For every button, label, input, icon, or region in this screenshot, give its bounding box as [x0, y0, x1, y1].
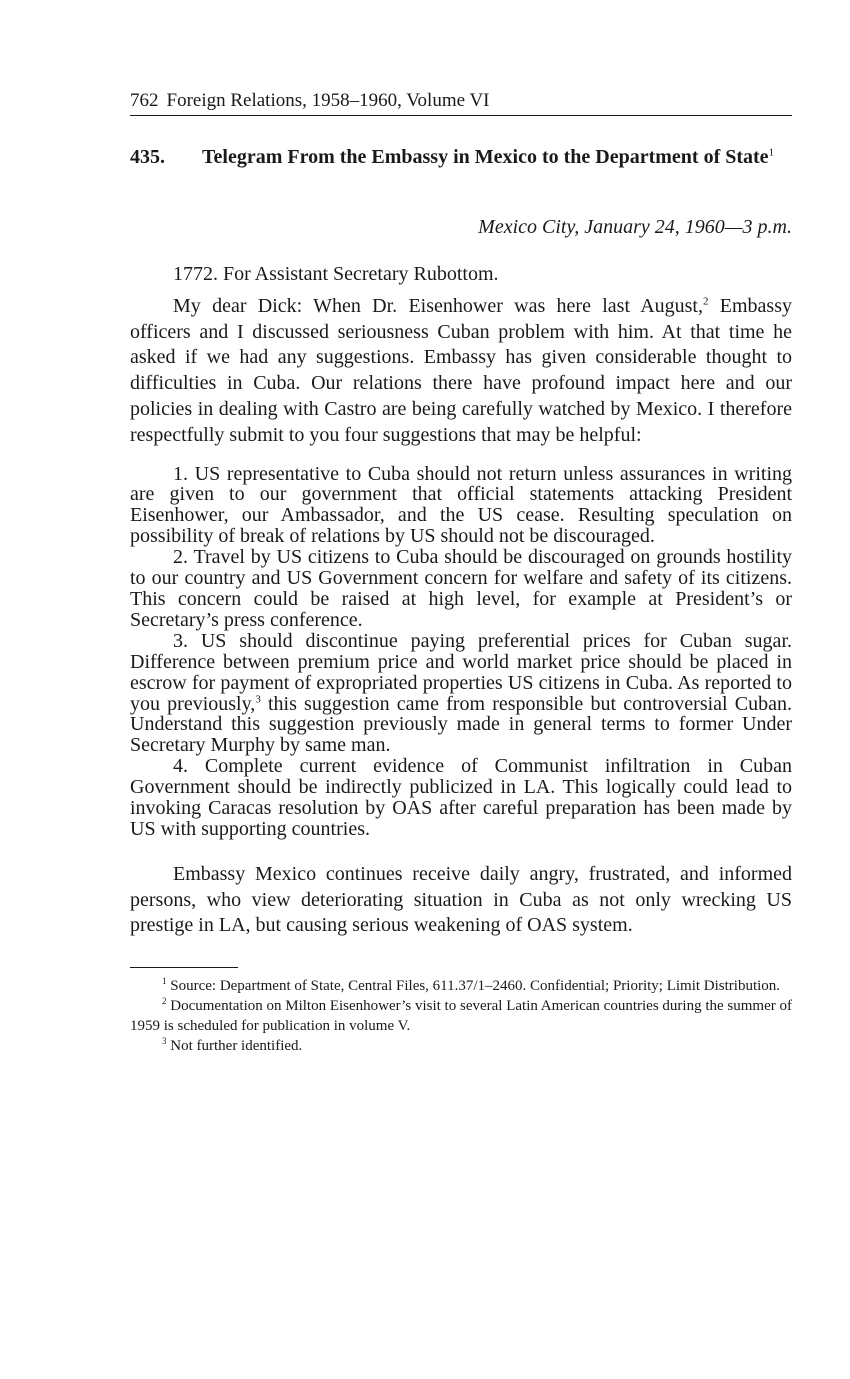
footnote-mark: 3 [162, 1036, 167, 1047]
paragraph-salutation-start: My dear Dick: When Dr. Eisenhower was here last August, [173, 294, 703, 317]
document-header [130, 145, 792, 170]
footnote-ref-1: 1 [768, 146, 775, 159]
document-title [202, 145, 792, 170]
footnote-text: Source: Department of State, Central Files, 611.37/1–2460. Confidential; Priority; Limit Distribution. [166, 978, 781, 995]
suggestion-item-4: 4. Complete current evidence of Communist infiltration in Cuban Government should be indirectly publicized in LA. This logically could lead to invoking Caracas resolution by OAS after careful preparation has been made by US with supporting countries. [130, 755, 792, 840]
paragraph-salutation-rest: Embassy officers and I discussed seriousness Cuban problem with him. At that time he asked if we had any suggestions. Embassy has given considerable thought to difficulties in Cuba. Our relations there have profound impact here and our policies in dealing with Castro are being carefully watched by Mexico. I therefore respectfully submit to you four suggestions that may be helpful: [130, 294, 792, 446]
suggestion-item-3-start: 3. US should discontinue paying preferential prices for Cuban sugar. Difference between premium price and world market price should be placed in escrow for payment of expropriated properties US citizens in Cuba. As reported to you previously, [130, 629, 792, 715]
footnote-text: Documentation on Milton Eisenhower’s visit to several Latin American countries during the summer of 1959 is scheduled for publication in volume V. [130, 998, 792, 1035]
suggestion-list [130, 464, 792, 840]
document-number: 435. [130, 146, 165, 168]
suggestion-item-3 [130, 631, 792, 756]
publication-title: Foreign Relations, 1958–1960, Volume VI [166, 90, 490, 111]
footnote-3 [130, 1036, 792, 1056]
paragraph-closing: Embassy Mexico continues receive daily angry, frustrated, and informed persons, who view deteriorating situation in Cuba as not only wrecking US prestige in LA, but causing serious weakening of OAS system. [130, 862, 792, 937]
footnote-2 [130, 996, 792, 1036]
footnote-mark: 2 [162, 996, 167, 1007]
footnotes [130, 976, 792, 1056]
footnote-divider [130, 967, 238, 968]
footnote-1 [130, 976, 792, 996]
document-title-text: Telegram From the Embassy in Mexico to the Department of State [202, 146, 769, 168]
suggestion-item-2: 2. Travel by US citizens to Cuba should be discouraged on grounds hostility to our country and US Government concern for welfare and safety of its citizens. This concern could be raised at high level, for example at President’s or Secretary’s press conference. [130, 546, 792, 631]
running-head [130, 88, 792, 116]
footnote-ref-2: 2 [702, 295, 709, 308]
dateline: Mexico City, January 24, 1960—3 p.m. [478, 216, 792, 238]
suggestion-item-3-rest: this suggestion came from responsible but controversial Cuban. Understand this suggestion previously made in general terms to former Under Secretary Murphy by same man. [130, 692, 792, 757]
suggestion-item-1: 1. US representative to Cuba should not return unless assurances in writing are given to our government that official statements attacking President Eisenhower, our Ambassador, and the US cease. Resulting speculation on possibility of break of relations by US should not be discouraged. [130, 462, 792, 548]
footnote-mark: 1 [162, 976, 167, 987]
footnote-ref-3: 3 [255, 692, 261, 705]
footnote-text: Not further identified. [166, 1038, 303, 1055]
document-page [130, 88, 792, 1056]
paragraph-reference: 1772. For Assistant Secretary Rubottom. [173, 263, 499, 285]
paragraph-salutation [130, 294, 792, 449]
page-number: 762 [130, 90, 159, 111]
